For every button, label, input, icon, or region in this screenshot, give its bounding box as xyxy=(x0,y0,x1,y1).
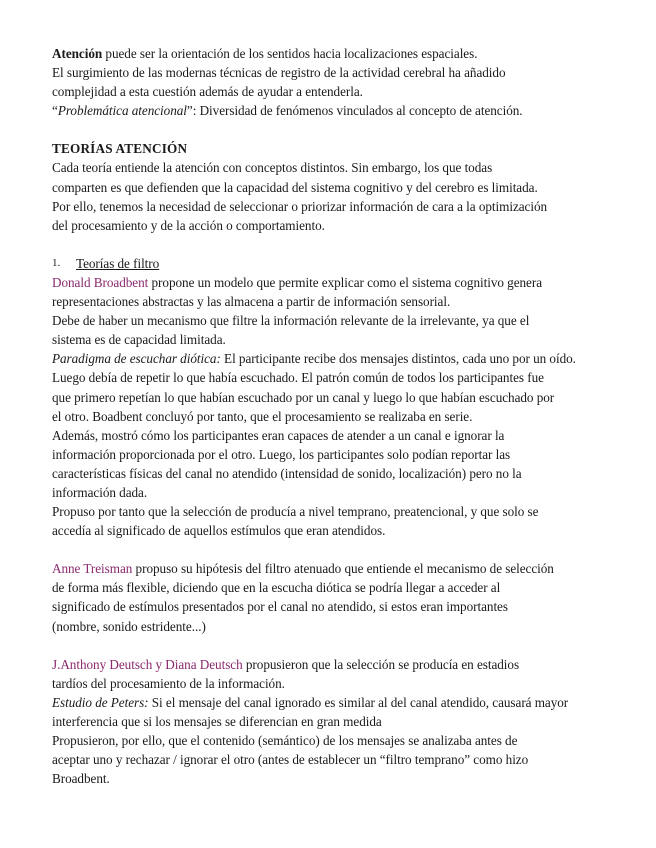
list-title: Teorías de filtro xyxy=(76,255,160,271)
intro-line-text: ”: Diversidad de fenómenos vinculados al concepto de atención. xyxy=(186,103,523,119)
spacer xyxy=(52,120,612,139)
intro-line-text: puede ser la orientación de los sentidos hacia localizaciones espaciales. xyxy=(102,46,478,61)
paragraph-line: significado de estímulos presentados por el canal no atendido, si estos eran importantes xyxy=(52,599,508,615)
paragraph-line: Luego debía de repetir lo que había escuchado. El patrón común de todos los participantes fue xyxy=(52,370,544,386)
intro-line xyxy=(52,101,612,120)
paragraph-line: Además, mostró cómo los participantes eran capaces de atender a un canal e ignorar la xyxy=(52,427,505,443)
paragraph-line: Broadbent. xyxy=(52,771,110,787)
paragraph-line: accedía al significado de aquellos estímulos que eran atendidos. xyxy=(52,523,386,539)
paragraph-line: Propusieron, por ello, que el contenido (semántico) de los mensajes se analizaba antes de xyxy=(52,733,518,748)
paragraph-line: tardíos del procesamiento de la información. xyxy=(52,675,285,691)
paragraph-text: propone un modelo que permite explicar como el sistema cognitivo genera xyxy=(148,274,542,290)
paragraph-line xyxy=(52,349,612,368)
paragraph-line: comparten es que defienden que la capacidad del sistema cognitivo y del cerebro es limitada. xyxy=(52,179,538,195)
author-name: Donald Broadbent xyxy=(52,274,149,290)
paragraph-line: información proporcionada por el otro. Luego, los participantes solo podían reportar las xyxy=(52,446,511,462)
paragraph-text: propuso su hipótesis del filtro atenuado que entiende el mecanismo de selección xyxy=(132,561,554,577)
paragraph-text: Si el mensaje del canal ignorado es similar al del canal atendido, causará mayor xyxy=(148,694,569,710)
italic-label: Estudio de Peters: xyxy=(52,694,149,710)
paragraph-line: Por ello, tenemos la necesidad de seleccionar o priorizar información de cara a la optimización xyxy=(52,198,548,214)
paragraph-text: propusieron que la selección se producía en estadios xyxy=(242,656,520,672)
intro-term: Atención xyxy=(52,46,103,61)
paragraph-line: aceptar uno y rechazar / ignorar el otro (antes de establecer un “filtro temprano” como hizo xyxy=(52,752,529,768)
author-name: Anne Treisman xyxy=(52,561,133,577)
paragraph-line: (nombre, sonido estridente...) xyxy=(52,618,206,634)
list-item-filter-theories xyxy=(52,254,612,273)
paragraph-line: sistema es de capacidad limitada. xyxy=(52,332,226,348)
document-page xyxy=(52,44,612,788)
italic-label: Paradigma de escuchar diótica: xyxy=(52,351,221,367)
spacer xyxy=(52,636,612,655)
paragraph-line: Propuso por tanto que la selección de producía a nivel temprano, preatencional, y que solo se xyxy=(52,504,539,520)
intro-line: El surgimiento de las modernas técnicas de registro de la actividad cerebral ha añadido xyxy=(52,65,506,81)
paragraph-line: del procesamiento y de la acción o comportamiento. xyxy=(52,217,325,233)
paragraph-line xyxy=(52,693,612,712)
paragraph-line: que primero repetían lo que habían escuchado por un canal y luego lo que habían escuchado por xyxy=(52,389,555,405)
paragraph-line: representaciones abstractas y las almacena a partir de información sensorial. xyxy=(52,294,451,310)
paragraph-line: características físicas del canal no atendido (intensidad de sonido, localización) pero no la xyxy=(52,465,522,481)
section-heading: TEORÍAS ATENCIÓN xyxy=(52,141,188,157)
intro-line: complejidad a esta cuestión además de ayudar a entenderla. xyxy=(52,84,363,100)
intro-italic-term: Problemática atencional xyxy=(57,103,187,119)
intro-line xyxy=(52,44,612,63)
paragraph-line xyxy=(52,655,612,674)
spacer xyxy=(52,235,612,254)
paragraph-text: El participante recibe dos mensajes distintos, cada uno por un oído. xyxy=(220,351,576,367)
spacer xyxy=(52,540,612,559)
paragraph-line: interferencia que si los mensajes se diferencian en gran medida xyxy=(52,713,382,729)
author-name: J.Anthony Deutsch y Diana Deutsch xyxy=(52,656,243,672)
paragraph-line: Debe de haber un mecanismo que filtre la información relevante de la irrelevante, ya que el xyxy=(52,313,530,329)
quote-mark: “ xyxy=(52,103,58,119)
paragraph-line xyxy=(52,559,612,578)
paragraph-line: de forma más flexible, diciendo que en la escucha diótica se podría llegar a acceder al xyxy=(52,580,501,596)
paragraph-line xyxy=(52,273,612,292)
paragraph-line: el otro. Boadbent concluyó por tanto, que el procesamiento se realizaba en serie. xyxy=(52,408,473,424)
paragraph-line: Cada teoría entiende la atención con conceptos distintos. Sin embargo, los que todas xyxy=(52,160,493,176)
paragraph-line: información dada. xyxy=(52,484,148,500)
list-number: 1. xyxy=(52,256,61,269)
